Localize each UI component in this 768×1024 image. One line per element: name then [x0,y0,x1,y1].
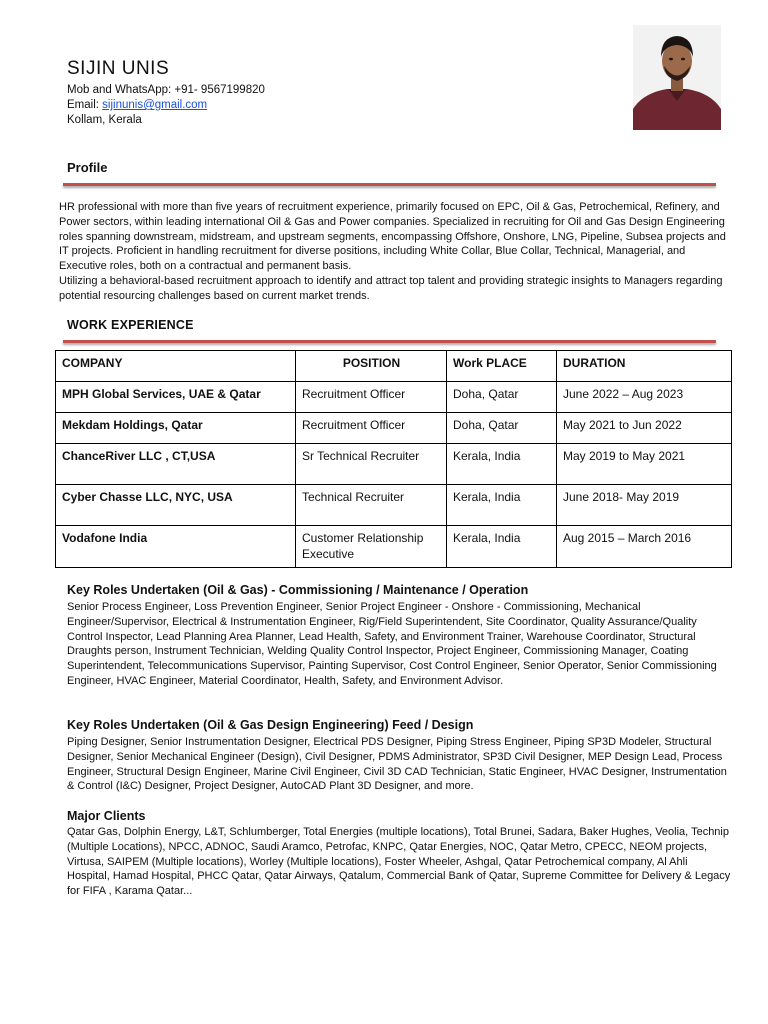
duration-cell: May 2019 to May 2021 [557,444,732,485]
place-cell: Kerala, India [447,444,557,485]
contact-block [67,83,265,128]
profile-summary [59,200,735,304]
company-cell: Vodafone India [56,526,296,568]
profile-heading: Profile [67,160,108,175]
table-row [56,485,732,526]
header-duration: DURATION [557,351,732,382]
position-cell: Sr Technical Recruiter [296,444,447,485]
email-label: Email: [67,99,103,111]
profile-photo [633,25,721,130]
profile-paragraph-2: Utilizing a behavioral-based recruitment approach to identify and attract top talent and providing strategic insights to Managers regarding potential resourcing challenges based on current market trends. [59,274,723,302]
position-cell: Recruitment Officer [296,382,447,413]
duration-cell: May 2021 to Jun 2022 [557,413,732,444]
work-experience-heading: WORK EXPERIENCE [67,318,194,332]
table-header-row [56,351,732,382]
company-cell: Mekdam Holdings, Qatar [56,413,296,444]
place-cell: Kerala, India [447,485,557,526]
location-line: Kollam, Kerala [67,114,142,126]
mobile-line: Mob and WhatsApp: +91- 9567199820 [67,84,265,96]
major-clients-body: Qatar Gas, Dolphin Energy, L&T, Schlumberger, Total Energies (multiple locations), Total Brunei, Sadara, Baker Hughes, Veolia, Technip (Multiple Locations), NPCC, ADNOC, Saudi Aramco, Petrofac, KNPC, Qatar Energies, NOC, Qatar Metro, CPECC, NEOM projects, Virtusa, SAIPEM (Multiple locations), Worley (Multiple locations), Foster Wheeler, Ashgal, Qatar Petrochemical company, Al Ahli Hospital, Hamad Hospital, PHCC Qatar, Qatar Airways, Qatalum, Commercial Bank of Qatar, Supreme Committee for Delivery & Legacy for FIFA , Karama Qatar... [67,826,731,898]
email-line [67,98,265,113]
candidate-name: SIJIN UNIS [67,58,170,79]
position-cell: Recruitment Officer [296,413,447,444]
header-company: COMPANY [56,351,296,382]
company-cell: ChanceRiver LLC , CT,USA [56,444,296,485]
position-cell: Technical Recruiter [296,485,447,526]
place-cell: Kerala, India [447,526,557,568]
major-clients-heading: Major Clients [67,809,146,823]
position-cell: Customer Relationship Executive [296,526,447,568]
key-roles-ops-heading: Key Roles Undertaken (Oil & Gas) - Commissioning / Maintenance / Operation [67,583,529,597]
duration-cell: June 2022 – Aug 2023 [557,382,732,413]
profile-paragraph-1: HR professional with more than five years of recruitment experience, primarily focused on EPC, Oil & Gas, Petrochemical, Refinery, and Power sectors, within leading international Oil & Gas and Power companies. Specialized in recruiting for Oil and Gas Design Engineering roles spanning downstream, midstream, and upstream segments, encompassing Offshore, Onshore, LNG, Pipeline, Subsea projects and IT projects. Proficient in handling recruitment for diverse positions, including White Collar, Blue Collar, Technical, Managerial, and Executive roles, both on a contractual and permanent basis. [59,201,726,273]
key-roles-ops-body: Senior Process Engineer, Loss Prevention Engineer, Senior Project Engineer - Onshore - Commissioning, Mechanical Engineer/Supervisor, Electrical & Instrumentation Engineer, Rig/Field Superintendent, Site Coordinator, Quality Assurance/Quality Control Inspector, Lead Planning Area Planner, Lead Health, Safety, and Environment Trainer, Warehouse Coordinator, Structural Draughts person, Instrument Technician, Welding Quality Control Inspector, Project Engineer, Commissioning Manager, Coating Superintendent, Telecommunications Supervisor, Painting Supervisor, Cost Control Engineer, Senior Operator, Senior Commissioning Engineer, HVAC Engineer, Material Coordinator, Health, Safety, and Environment Advisor. [67,601,717,687]
key-roles-design-heading: Key Roles Undertaken (Oil & Gas Design Engineering) Feed / Design [67,718,474,732]
header-position: POSITION [296,351,447,382]
place-cell: Doha, Qatar [447,382,557,413]
duration-cell: Aug 2015 – March 2016 [557,526,732,568]
table-row [56,444,732,485]
duration-cell: June 2018- May 2019 [557,485,732,526]
work-experience-divider [63,340,716,343]
company-cell: Cyber Chasse LLC, NYC, USA [56,485,296,526]
company-cell: MPH Global Services, UAE & Qatar [56,382,296,413]
table-row [56,413,732,444]
table-row [56,526,732,568]
header-work-place: Work PLACE [447,351,557,382]
profile-divider [63,183,716,186]
table-row [56,382,732,413]
place-cell: Doha, Qatar [447,413,557,444]
profile-photo-image [633,25,721,130]
work-experience-table [55,350,732,568]
email-link[interactable]: sijinunis@gmail.com [102,99,208,111]
key-roles-design-body: Piping Designer, Senior Instrumentation Designer, Electrical PDS Designer, Piping Stress Engineer, Piping SP3D Modeler, Structural Designer, Senior Mechanical Engineer (Design), Civil Designer, PDMS Administrator, SP3D Civil Designer, MEP Design Lead, Process Engineer, Structural Design Engineer, Marine Civil Engineer, Civil 3D CAD Technician, Static Engineer, HVAC Designer, Instrumentation & Control (I&C) Designer, Project Designer, AutoCAD Plant 3D Designer, and more. [67,736,727,793]
